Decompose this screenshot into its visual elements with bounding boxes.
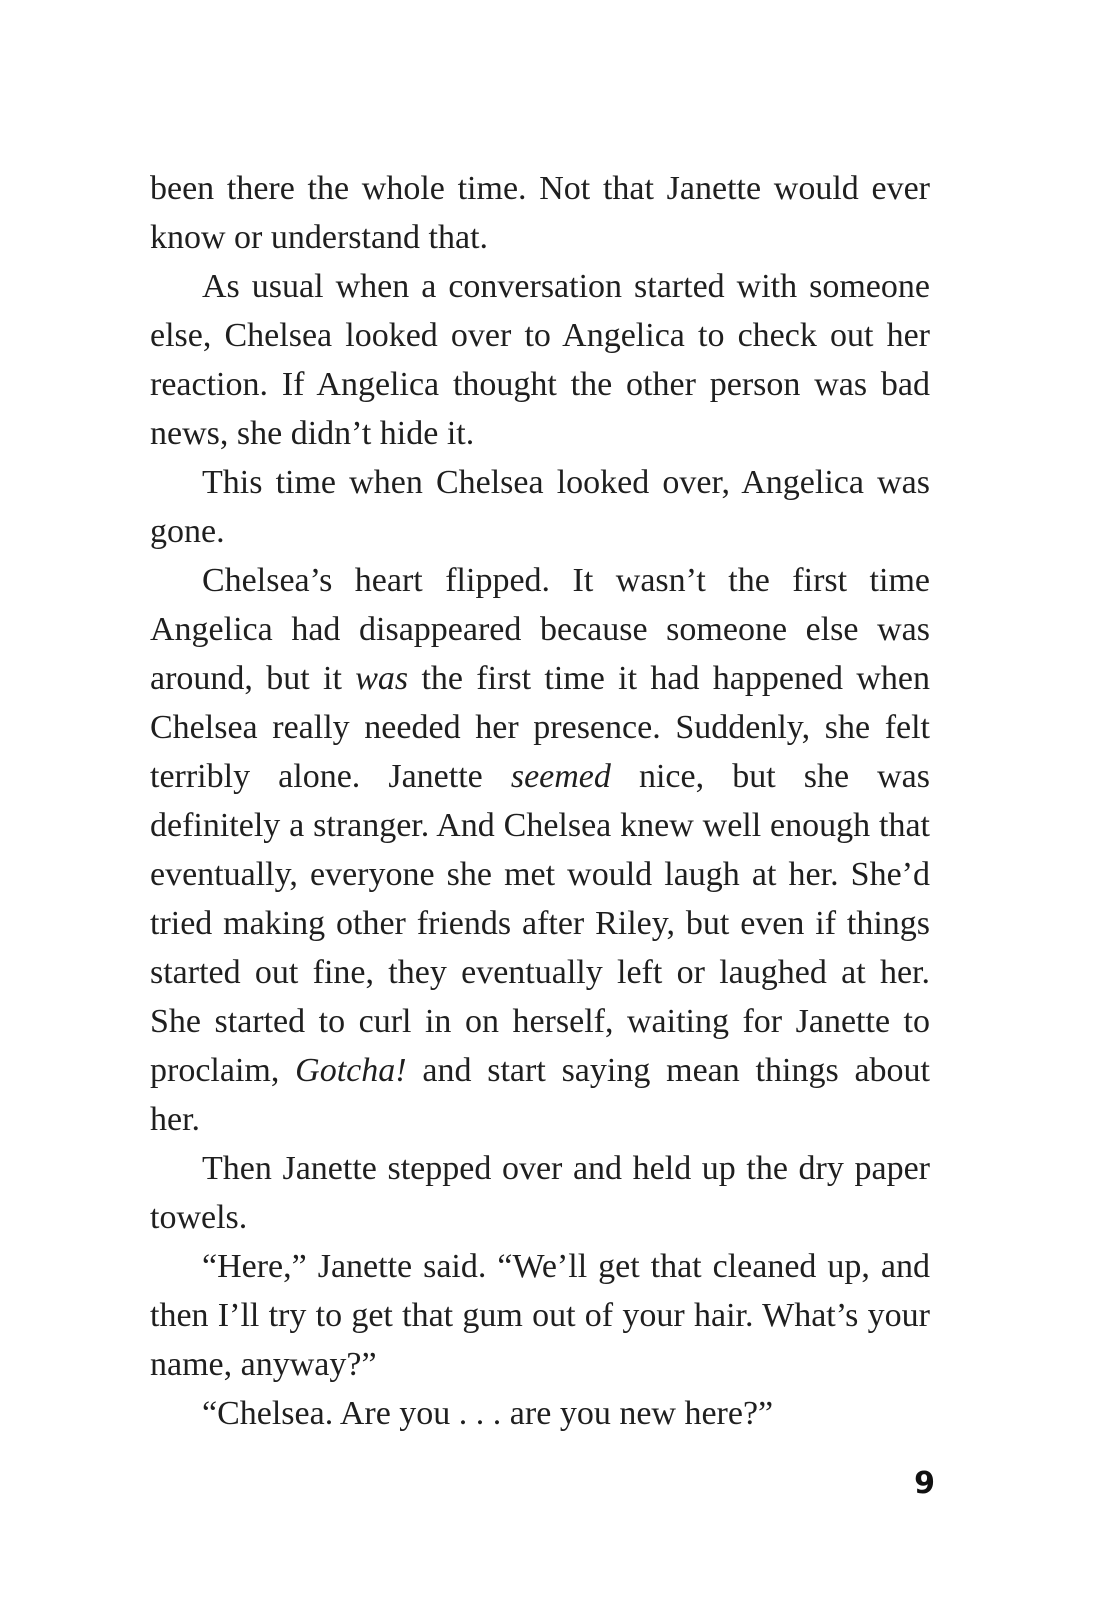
paragraph-text: This time when Chelsea looked over, Angelica was gone. bbox=[150, 464, 930, 550]
paragraph-text: and start saying mean things about her. bbox=[150, 1052, 931, 1138]
paragraph bbox=[150, 164, 930, 262]
dialogue-text: “Chelsea. Are you . . . are you new here?” bbox=[202, 1395, 774, 1432]
paragraph-text: As usual when a conversation started with someone else, Chelsea looked over to Angelica to check out her reaction. If Angelica thought the other person was bad news, she didn’t hide it. bbox=[150, 268, 930, 452]
paragraph-text: the first time it had happened when Chelsea really needed her presence. Suddenly, she felt terribly alone. Janette bbox=[150, 660, 930, 795]
paragraph-text: Then Janette stepped over and held up the dry paper towels. bbox=[150, 1150, 930, 1236]
paragraph bbox=[150, 556, 930, 1144]
paragraph-text: Chelsea’s heart flipped. It wasn’t the first time Angelica had disappeared because someone else was around, but it bbox=[150, 562, 930, 697]
paragraph-text: nice, but she was definitely a stranger. And Chelsea knew well enough that eventually, everyone she met would laugh at her. She’d tried making other friends after Riley, but even if things started out fine, they eventually left or laughed at her. She started to curl in on herself, waiting for Janette to proclaim, bbox=[150, 758, 930, 1089]
paragraph-text: been there the whole time. Not that Janette would ever know or understand that. bbox=[150, 170, 930, 256]
page-body bbox=[150, 164, 930, 1438]
emphasis-text: was bbox=[355, 660, 409, 697]
paragraph bbox=[150, 1389, 930, 1438]
emphasis-text: seemed bbox=[510, 758, 611, 795]
page-number: 9 bbox=[914, 1466, 935, 1501]
dialogue-text: “Here,” Janette said. “We’ll get that cleaned up, and then I’ll try to get that gum out of your hair. What’s your name, anyway?” bbox=[150, 1248, 930, 1383]
paragraph bbox=[150, 1144, 930, 1242]
paragraph bbox=[150, 262, 930, 458]
emphasis-text: Gotcha! bbox=[295, 1052, 407, 1089]
paragraph bbox=[150, 458, 930, 556]
paragraph bbox=[150, 1242, 930, 1389]
